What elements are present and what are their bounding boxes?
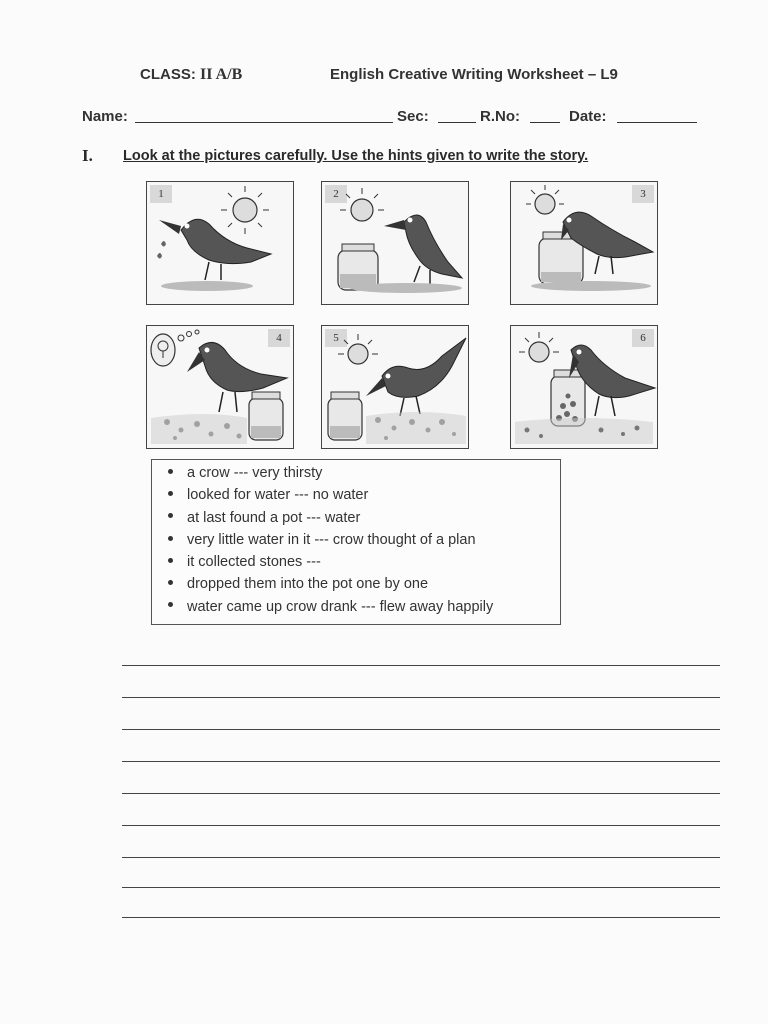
bullet-icon [168, 536, 173, 541]
crow-icon [159, 219, 271, 280]
writing-line[interactable] [122, 857, 720, 858]
sun-icon [221, 186, 269, 234]
crow-thirsty-illustration [147, 182, 293, 304]
crow-searching-illustration [322, 182, 468, 304]
writing-line[interactable] [122, 887, 720, 888]
crow-collecting-stones-illustration [322, 326, 468, 448]
writing-line[interactable] [122, 793, 720, 794]
hint-item: it collected stones --- [168, 551, 493, 573]
question-instruction: Look at the pictures carefully. Use the hints given to write the story. [123, 148, 589, 164]
writing-line[interactable] [122, 729, 720, 730]
panel-number: 2 [325, 185, 347, 203]
jar-icon [338, 244, 378, 290]
hint-item: looked for water --- no water [168, 484, 493, 506]
crow-icon [366, 338, 466, 416]
worksheet-title: English Creative Writing Worksheet – L9 [330, 66, 618, 83]
class-value: II A/B [200, 66, 243, 83]
name-label: Name: [82, 108, 128, 125]
crow-thinking-illustration [147, 326, 293, 448]
sec-label: Sec: [397, 108, 429, 125]
panel-number: 5 [325, 329, 347, 347]
bullet-icon [168, 491, 173, 496]
bullet-icon [168, 580, 173, 585]
panel-number: 3 [632, 185, 654, 203]
bullet-icon [168, 558, 173, 563]
writing-line[interactable] [122, 825, 720, 826]
story-panel-3 [510, 181, 658, 305]
writing-line[interactable] [122, 761, 720, 762]
panel-number: 4 [268, 329, 290, 347]
story-panel-5 [321, 325, 469, 449]
story-panel-2 [321, 181, 469, 305]
sun-icon [526, 185, 564, 214]
idea-bulb-icon [151, 330, 199, 366]
panel-number: 6 [632, 329, 654, 347]
class-label [140, 66, 242, 84]
sun-icon [519, 332, 559, 362]
hints-box [151, 459, 561, 625]
class-label-text: CLASS: [140, 66, 196, 83]
writing-line[interactable] [122, 665, 720, 666]
story-panel-6 [510, 325, 658, 449]
crow-finds-pot-illustration [511, 182, 657, 304]
bullet-icon [168, 469, 173, 474]
jar-icon [249, 392, 283, 440]
writing-line[interactable] [122, 917, 720, 918]
hint-item: dropped them into the pot one by one [168, 573, 493, 595]
hint-item: a crow --- very thirsty [168, 462, 493, 484]
hint-item: at last found a pot --- water [168, 507, 493, 529]
story-panel-1 [146, 181, 294, 305]
bullet-icon [168, 513, 173, 518]
date-label: Date: [569, 108, 607, 125]
crow-icon [384, 215, 462, 284]
writing-line[interactable] [122, 697, 720, 698]
crow-drinks-water-illustration [511, 326, 657, 448]
jar-with-stones-icon [551, 370, 585, 426]
rno-label: R.No: [480, 108, 520, 125]
bullet-icon [168, 602, 173, 607]
sun-icon [340, 188, 384, 221]
panel-number: 1 [150, 185, 172, 203]
sun-icon [338, 334, 378, 364]
hint-item: very little water in it --- crow thought of a plan [168, 529, 493, 551]
question-number: I. [82, 146, 93, 165]
hint-item: water came up crow drank --- flew away happily [168, 596, 493, 618]
jar-icon [328, 392, 362, 440]
hints-list [168, 462, 493, 618]
story-panel-4 [146, 325, 294, 449]
